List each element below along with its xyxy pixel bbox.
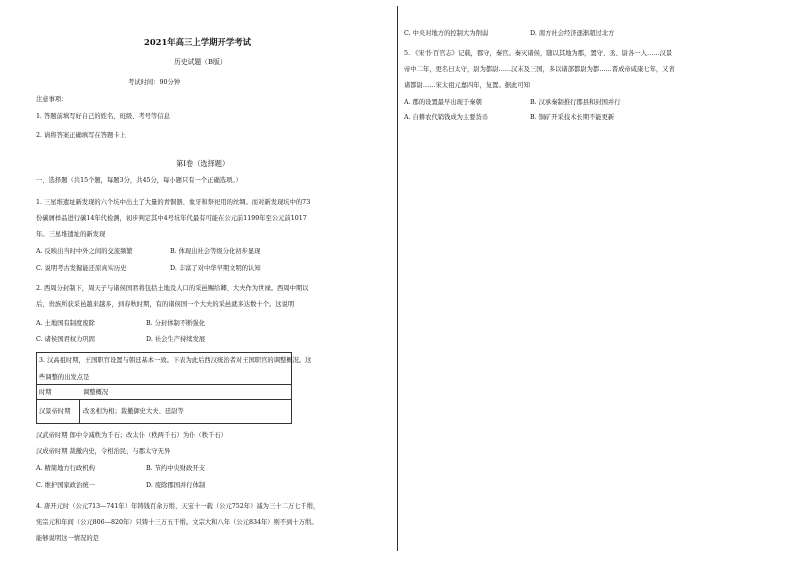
q3-text-line: 3. 汉高祖时期，王国职官设置与朝廷基本一致。下表为此后西汉统治者对王国职官的调整概况。这 bbox=[39, 357, 312, 364]
q3-option-b: B. 节约中央财政开支 bbox=[146, 465, 206, 472]
q4-text-line: 4. 唐开元时（公元713—741年）年铸钱百余万缗，天宝十一载（公元752年）减为三十二万七千缗， bbox=[36, 503, 320, 510]
q5-option-b2: B. 铜矿开采技术长期不能更新 bbox=[530, 114, 615, 121]
q3-option-a: A. 精简地方行政机构 bbox=[36, 465, 95, 472]
q2-option-c: C. 诸侯国君权力巩固 bbox=[36, 336, 95, 343]
q3-option-d: D. 废除郡国并行体制 bbox=[146, 482, 206, 489]
q3-extra-line: 汉成帝时期 裁撤内史，令相治民，与郡太守无异 bbox=[36, 448, 171, 455]
q4-text-line: 宪宗元和年间（公元806—820年）只铸十三万五千缗。文宗大和八年（公元834年）则不到十万缗。 bbox=[36, 519, 318, 526]
q1-option-a: A. 反映出当时中外之间的交流频繁 bbox=[36, 248, 133, 255]
table-cell-summary: 改丞相为相；裁撤御史大夫、廷尉等 bbox=[83, 408, 184, 415]
section-intro: 一、选择题（共15个题，每题3分，共45分，每小题只有一个正确选项。） bbox=[36, 177, 242, 184]
left-column bbox=[36, 0, 388, 561]
q4-option-c: C. 中央对地方的控制大为削弱 bbox=[404, 30, 489, 37]
q1-option-d: D. 丰富了对中华早期文明的认知 bbox=[170, 265, 261, 272]
q2-option-d: D. 社会生产持续发展 bbox=[146, 336, 206, 343]
q3-extra-line: 汉武帝时期 郎中令减秩为千石；改太仆（秩两千石）为仆（秩千石） bbox=[36, 432, 227, 439]
q5-text-line: 诸都尉……宋太祖元嘉四年，复置。据此可知 bbox=[404, 82, 530, 89]
notice-title: 注意事项： bbox=[36, 96, 68, 103]
q2-text-line: 2. 西周分封制下，周天子与诸侯国君将包括土地及人口的采邑赐给卿、大夫作为世禄。西周中期以 bbox=[36, 285, 309, 292]
q5-option-a2: A. 自耕农代销钱成为主要货币 bbox=[404, 114, 489, 121]
right-column bbox=[404, 0, 764, 561]
q1-option-c: C. 说明考古发掘能还原真实历史 bbox=[36, 265, 127, 272]
q3-option-c: C. 维护国家政治统一 bbox=[36, 482, 95, 489]
q5-text-line: 5. 《宋书·百官志》记载，郡守，秦官。秦灭诸侯，随以其地为郡，置守、丞、尉各一人……汉景 bbox=[404, 50, 673, 57]
q5-option-b: B. 汉承秦制推行郡县和封国并行 bbox=[530, 99, 621, 106]
exam-title: 2021年高三上学期开学考试 bbox=[144, 37, 252, 47]
q3-text-line: 些调整的出发点是 bbox=[39, 374, 90, 381]
q4-option-d: D. 南方社会经济逐渐超过北方 bbox=[530, 30, 615, 37]
q2-option-a: A. 土地国有制度废除 bbox=[36, 320, 95, 327]
column-divider bbox=[397, 6, 398, 551]
section-heading: 第Ⅰ卷（选择题） bbox=[176, 159, 230, 168]
q1-text-line: 1. 三星堆遗址新发现的六个坑中出土了大量的青铜器、象牙和祭祀用的丝绸。而对新发现坑中的73 bbox=[36, 199, 311, 206]
table-rule bbox=[37, 384, 291, 385]
q3-table bbox=[36, 352, 312, 424]
q1-text-line: 份碳屑样品进行碳14年代检测，初步判定其中4号坑年代最有可能在公元前1199年至公元前1017 bbox=[36, 215, 307, 222]
table-rule bbox=[37, 399, 291, 400]
q5-option-a: A. 郡的设置最早出现于秦朝 bbox=[404, 99, 482, 106]
table-header-summary: 调整概况 bbox=[83, 389, 109, 396]
notice-item: 2. 请将答案正确填写在答题卡上 bbox=[36, 132, 126, 139]
notice-item: 1. 答题前填写好自己的姓名、班级、考号等信息 bbox=[36, 113, 170, 120]
q4-text-line: 能够说明这一情况的是 bbox=[36, 535, 99, 542]
exam-subtitle: 历史试题（B版） bbox=[174, 58, 227, 66]
q2-option-b: B. 分封体制不断强化 bbox=[146, 320, 206, 327]
table-header-period: 时期 bbox=[39, 389, 52, 396]
table-cell-period: 汉景帝时期 bbox=[39, 408, 71, 415]
q1-text-line: 年。三星堆遗址的新发现 bbox=[36, 231, 106, 238]
q5-text-line: 帝中二年，更名曰太守，尉为都尉……汉末及三国，多以诸部都尉为都……晋成帝咸康七年，又省 bbox=[404, 66, 675, 73]
q2-text-line: 后，贵族所获采邑越来越多，到春秋时期，有的诸侯国一个大夫的采邑就多达数十个。这说明 bbox=[36, 301, 295, 308]
exam-time: 考试时间：90分钟 bbox=[128, 79, 181, 86]
table-column-rule bbox=[79, 399, 80, 423]
q1-option-b: B. 体现出社会等级分化初步显现 bbox=[170, 248, 261, 255]
